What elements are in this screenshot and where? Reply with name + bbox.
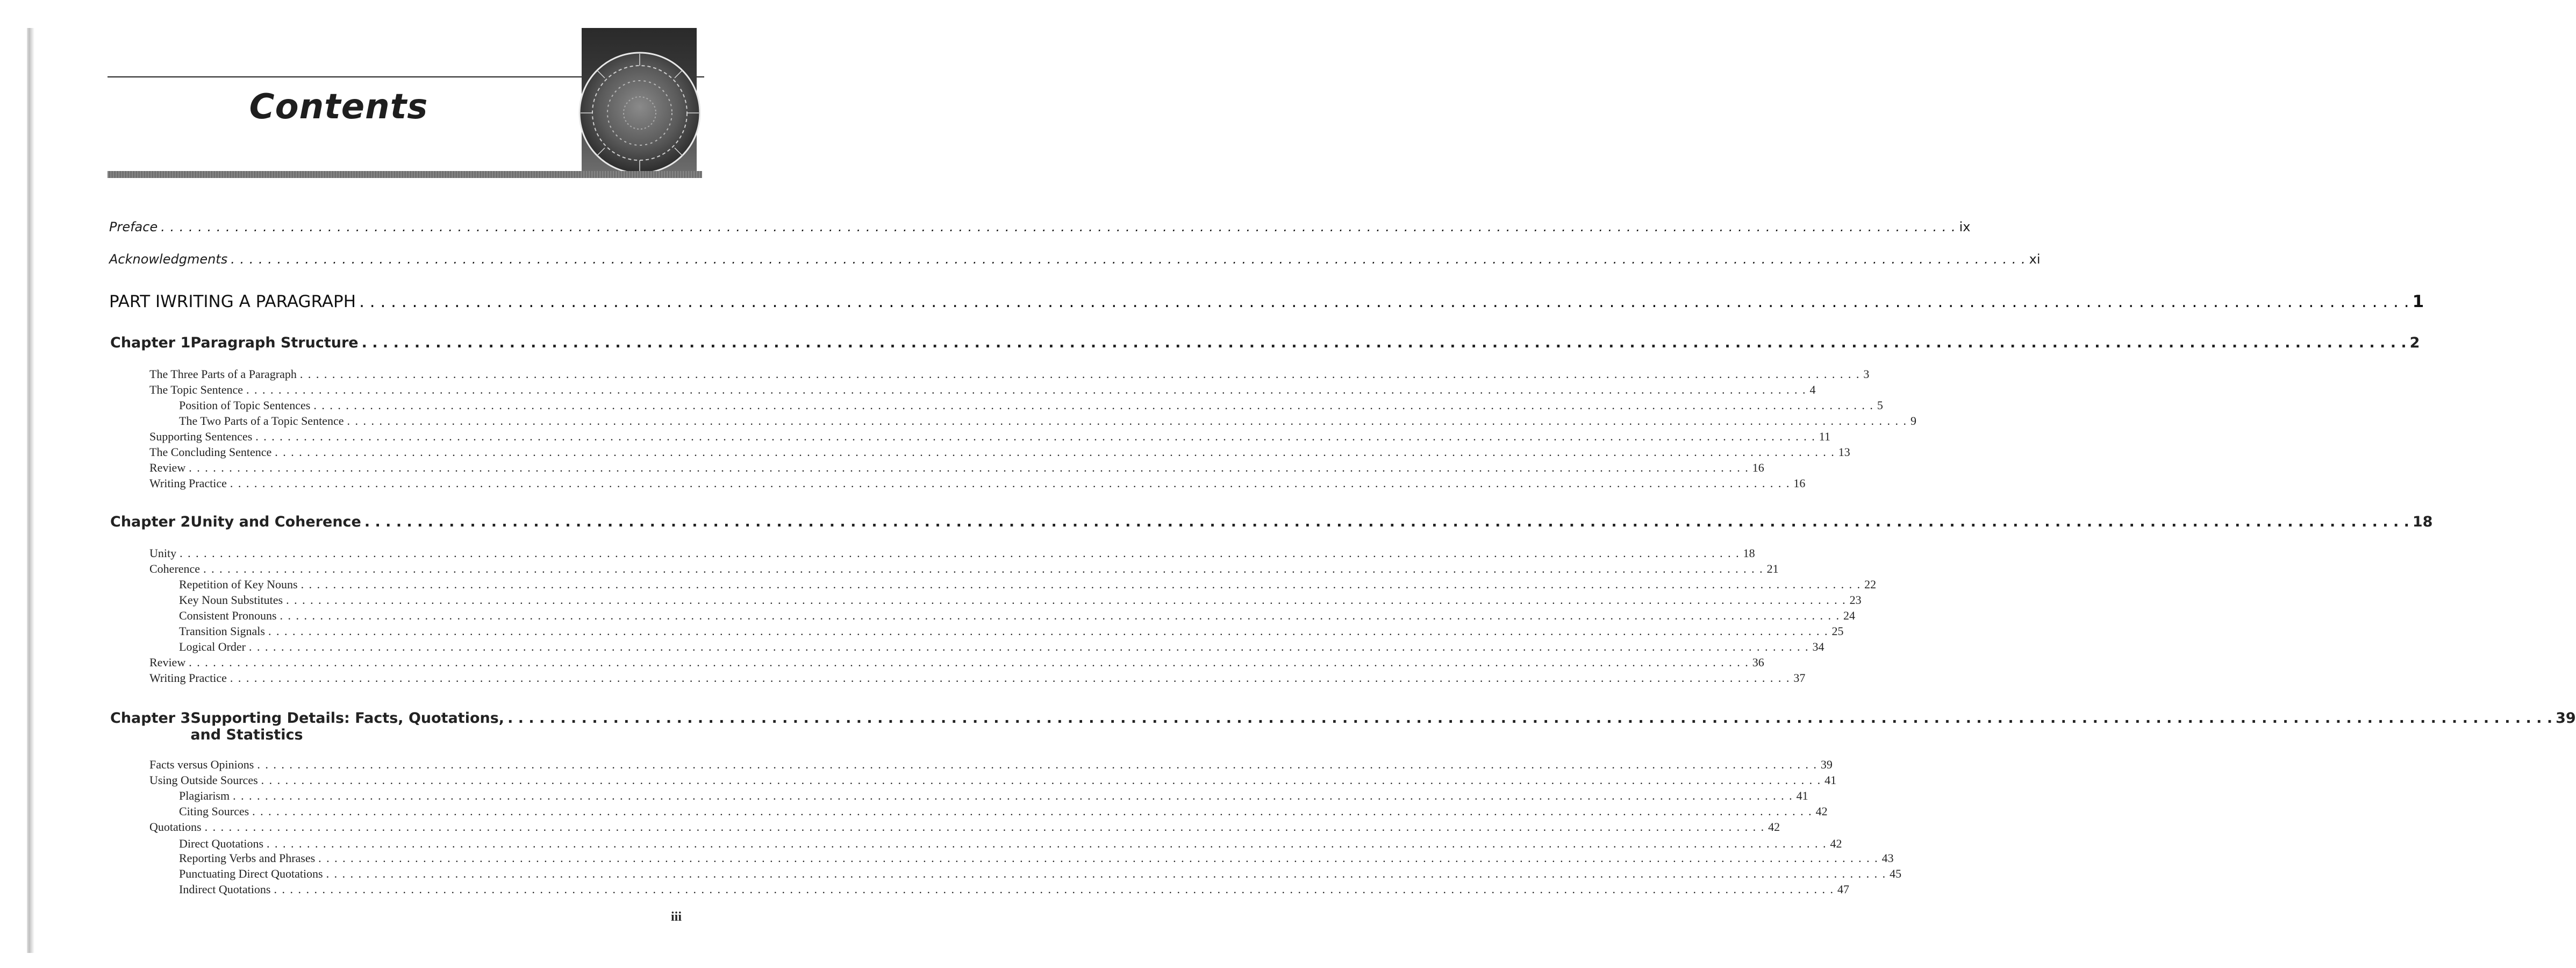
dot-leader — [275, 445, 1835, 459]
dot-leader — [252, 805, 1813, 818]
toc-entry[interactable] — [179, 578, 1877, 592]
dot-leader — [180, 546, 1740, 560]
toc-entry[interactable] — [149, 383, 1816, 397]
toc-entry-title: Reporting Verbs and Phrases — [179, 851, 316, 865]
toc-entry[interactable] — [179, 805, 1828, 818]
toc-entry[interactable] — [149, 367, 1870, 381]
toc-entry-page: 9 — [1910, 414, 1916, 428]
toc-entry[interactable] — [149, 461, 1764, 475]
dot-leader — [301, 578, 1862, 592]
header-bottom-rule — [108, 171, 702, 178]
toc-entry-title: Coherence — [149, 562, 201, 575]
toc-entry-title: Citing Sources — [179, 805, 249, 818]
toc-chapter-1[interactable] — [110, 334, 2420, 351]
toc-entry[interactable] — [179, 593, 1862, 607]
toc-entry-title: Writing Practice — [149, 671, 227, 685]
toc-entry[interactable] — [179, 851, 1894, 865]
toc-entry-page: 16 — [1793, 476, 1806, 490]
dot-leader — [326, 867, 1887, 881]
toc-entry-page: 16 — [1752, 461, 1764, 474]
toc-entry-page: 43 — [1881, 851, 1894, 865]
toc-entry-title: Supporting Sentences — [149, 430, 253, 443]
toc-entry[interactable] — [179, 609, 1856, 623]
toc-entry-title: Writing Practice — [149, 476, 227, 490]
toc-entry-title: Key Noun Substitutes — [179, 593, 283, 607]
toc-entry[interactable] — [149, 820, 1780, 834]
toc-entry[interactable] — [179, 837, 1842, 851]
dot-leader — [257, 758, 1817, 772]
chapter-label: Chapter 3 — [110, 710, 191, 727]
toc-entry-page: 21 — [1766, 562, 1779, 575]
dot-leader — [359, 292, 2409, 311]
dot-leader — [313, 398, 1874, 412]
chapter-title: Unity and Coherence — [190, 514, 361, 530]
toc-entry[interactable] — [179, 789, 1808, 803]
toc-entry-page: 47 — [1837, 882, 1849, 896]
dot-leader — [249, 640, 1809, 654]
toc-entry-page: 24 — [1843, 609, 1856, 622]
toc-entry-page: 3 — [1863, 367, 1870, 381]
toc-entry-page: 34 — [1812, 640, 1824, 653]
toc-entry-page: 5 — [1877, 398, 1883, 412]
toc-entry-page: 42 — [1830, 837, 1842, 850]
dot-leader — [300, 367, 1861, 381]
toc-entry-title: Logical Order — [179, 640, 246, 653]
chapter-title-line-1: Supporting Details: Facts, Quotations, — [190, 710, 505, 727]
dot-leader — [364, 514, 2409, 530]
toc-entry-title: Facts versus Opinions — [149, 758, 254, 771]
toc-entry[interactable] — [149, 671, 1806, 685]
toc-part-1[interactable] — [109, 292, 2424, 311]
toc-entry[interactable] — [149, 476, 1806, 490]
chapter-page: 18 — [2412, 514, 2433, 530]
toc-entry[interactable] — [179, 414, 1916, 428]
chapter-label: Chapter 2 — [110, 514, 191, 530]
toc-entry-title: The Concluding Sentence — [149, 445, 272, 459]
page-number: iii — [671, 910, 682, 924]
toc-entry[interactable] — [149, 546, 1755, 560]
toc-entry-page: xi — [2029, 252, 2041, 267]
toc-entry-title: Preface — [109, 219, 158, 234]
chapter-title-line-2: and Statistics — [190, 727, 303, 743]
toc-entry[interactable] — [149, 656, 1764, 670]
toc-entry-page: ix — [1959, 219, 1971, 234]
dot-leader — [362, 334, 2407, 351]
dot-leader — [233, 789, 1793, 803]
toc-entry-title: The Three Parts of a Paragraph — [149, 367, 297, 381]
dot-leader — [267, 837, 1827, 851]
dot-leader — [203, 562, 1764, 576]
toc-entry-page: 36 — [1752, 656, 1764, 669]
toc-entry-title: Using Outside Sources — [149, 773, 258, 787]
dot-leader — [205, 820, 1765, 834]
toc-entry[interactable] — [179, 882, 1849, 896]
chapter-label: Chapter 1 — [110, 334, 191, 351]
page-title: Contents — [249, 87, 428, 127]
toc-entry-page: 45 — [1890, 867, 1902, 880]
toc-chapter-2[interactable] — [110, 514, 2433, 530]
toc-entry-title: Review — [149, 461, 186, 474]
toc-entry-page: 39 — [1820, 758, 1833, 771]
toc-entry[interactable] — [149, 758, 1833, 772]
dot-leader — [318, 851, 1879, 865]
binding-edge — [27, 28, 34, 953]
toc-entry-title: Quotations — [149, 820, 202, 834]
toc-entry[interactable] — [179, 640, 1824, 654]
header-image-panel — [582, 28, 697, 177]
toc-entry[interactable] — [149, 562, 1779, 576]
disc-medallion-image — [575, 48, 704, 177]
dot-leader — [189, 656, 1749, 670]
toc-entry-page: 22 — [1864, 578, 1877, 591]
chapter-title: Paragraph Structure — [190, 334, 359, 351]
toc-entry-page: 42 — [1768, 820, 1780, 834]
dot-leader — [280, 609, 1841, 623]
dot-leader — [347, 414, 1907, 428]
part-title: WRITING A PARAGRAPH — [160, 292, 356, 311]
toc-entry-title: Unity — [149, 546, 177, 560]
dot-leader — [231, 252, 2026, 267]
dot-leader — [261, 773, 1822, 787]
toc-entry-title: Plagiarism — [179, 789, 230, 802]
toc-entry-page: 25 — [1831, 624, 1844, 638]
toc-entry-title: Review — [149, 656, 186, 669]
toc-entry-page: 42 — [1815, 805, 1828, 818]
dot-leader — [189, 461, 1749, 475]
toc-entry-title: Direct Quotations — [179, 837, 264, 850]
dot-leader — [255, 430, 1816, 444]
toc-entry[interactable] — [179, 624, 1844, 638]
toc-entry-page: 11 — [1819, 430, 1830, 443]
toc-entry[interactable] — [179, 867, 1902, 881]
toc-entry-preface[interactable] — [109, 219, 1971, 234]
dot-leader — [161, 219, 1956, 234]
chapter-page: 39 — [2556, 710, 2576, 727]
toc-chapter-3[interactable] — [110, 710, 2576, 743]
chapter-title — [190, 710, 2556, 743]
toc-entry-page: 41 — [1796, 789, 1808, 802]
dot-leader — [274, 882, 1834, 896]
toc-entry-page: 4 — [1809, 383, 1816, 396]
toc-entry-acknowledgments[interactable] — [109, 252, 2041, 267]
toc-entry-title: The Two Parts of a Topic Sentence — [179, 414, 344, 428]
toc-entry-title: Repetition of Key Nouns — [179, 578, 298, 591]
dot-leader — [507, 710, 2552, 727]
toc-entry-title: The Topic Sentence — [149, 383, 243, 396]
part-page: 1 — [2412, 292, 2424, 311]
dot-leader — [230, 476, 1791, 490]
toc-entry[interactable] — [149, 445, 1850, 459]
toc-entry-title: Acknowledgments — [109, 252, 228, 267]
toc-entry-page: 13 — [1838, 445, 1850, 459]
toc-entry-title: Indirect Quotations — [179, 882, 271, 896]
toc-entry[interactable] — [179, 398, 1883, 412]
toc-entry-title: Consistent Pronouns — [179, 609, 277, 622]
toc-entry[interactable] — [149, 430, 1830, 444]
toc-entry-page: 41 — [1824, 773, 1837, 787]
dot-leader — [286, 593, 1847, 607]
part-label: PART I — [109, 292, 161, 311]
chapter-page: 2 — [2409, 334, 2420, 351]
toc-entry-title: Transition Signals — [179, 624, 265, 638]
toc-entry[interactable] — [149, 773, 1837, 787]
toc-entry-page: 18 — [1743, 546, 1755, 560]
toc-entry-page: 23 — [1849, 593, 1862, 607]
dot-leader — [230, 671, 1791, 685]
toc-entry-title: Punctuating Direct Quotations — [179, 867, 323, 880]
toc-entry-page: 37 — [1793, 671, 1806, 685]
toc-entry-title: Position of Topic Sentences — [179, 398, 311, 412]
dot-leader — [268, 624, 1829, 638]
dot-leader — [246, 383, 1807, 397]
